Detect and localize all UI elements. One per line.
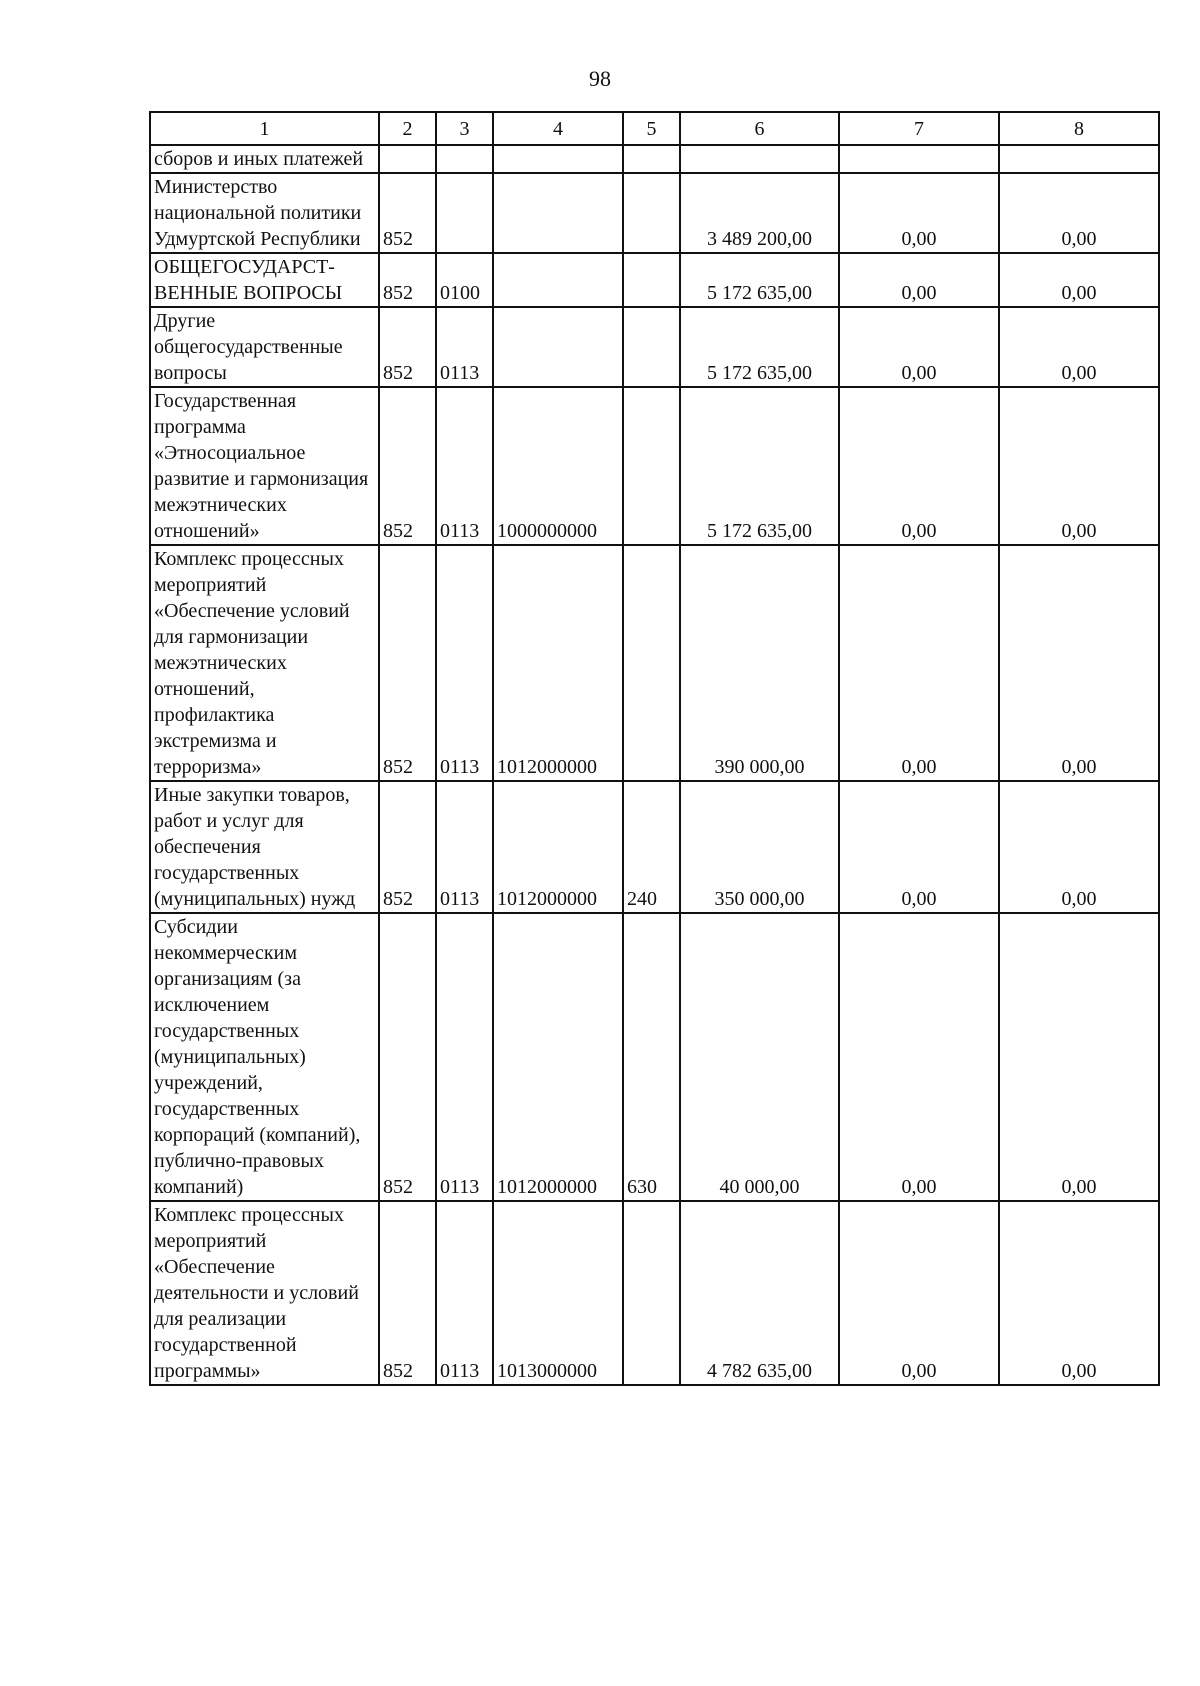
amount-cell: 0,00: [999, 545, 1159, 781]
row-name-cell: Государственная программа «Этносоциальное развитие и гармонизация межэтнических отношений»: [150, 387, 379, 545]
program-code-cell: 1013000000: [493, 1201, 623, 1385]
amount-cell: 5 172 635,00: [680, 253, 839, 307]
amount-cell: [680, 145, 839, 173]
amount-cell: 3 489 200,00: [680, 173, 839, 253]
ministry-code-cell: 852: [379, 387, 436, 545]
section-code-cell: 0113: [436, 387, 493, 545]
expense-type-cell: [623, 253, 680, 307]
table-row: [150, 913, 1159, 1201]
column-header: 3: [436, 112, 493, 145]
expense-type-cell: [623, 545, 680, 781]
section-code-cell: 0113: [436, 913, 493, 1201]
amount-cell: 0,00: [999, 781, 1159, 913]
amount-cell: 0,00: [999, 1201, 1159, 1385]
table-header-row: [150, 112, 1159, 145]
row-name-cell: Комплекс процессных мероприятий «Обеспечение условий для гармонизации межэтнических отношений, профилактика экстремизма и терроризма»: [150, 545, 379, 781]
amount-cell: 0,00: [999, 307, 1159, 387]
program-code-cell: 1012000000: [493, 913, 623, 1201]
section-code-cell: 0100: [436, 253, 493, 307]
amount-cell: 0,00: [999, 253, 1159, 307]
program-code-cell: [493, 173, 623, 253]
expense-type-cell: 630: [623, 913, 680, 1201]
amount-cell: 0,00: [999, 173, 1159, 253]
amount-cell: 0,00: [839, 545, 999, 781]
column-header: 5: [623, 112, 680, 145]
program-code-cell: 1012000000: [493, 545, 623, 781]
ministry-code-cell: 852: [379, 781, 436, 913]
amount-cell: 0,00: [839, 781, 999, 913]
ministry-code-cell: 852: [379, 253, 436, 307]
amount-cell: 0,00: [999, 913, 1159, 1201]
amount-cell: 40 000,00: [680, 913, 839, 1201]
table-row: [150, 307, 1159, 387]
column-header: 2: [379, 112, 436, 145]
page-number: 98: [589, 66, 611, 91]
row-name-cell: Комплекс процессных мероприятий «Обеспечение деятельности и условий для реализации государственной программы»: [150, 1201, 379, 1385]
column-header: 8: [999, 112, 1159, 145]
expense-type-cell: 240: [623, 781, 680, 913]
amount-cell: 0,00: [839, 173, 999, 253]
ministry-code-cell: [379, 145, 436, 173]
table-row: [150, 781, 1159, 913]
amount-cell: 5 172 635,00: [680, 307, 839, 387]
amount-cell: 0,00: [839, 913, 999, 1201]
row-name-cell: Субсидии некоммерческим организациям (за исключением государственных (муниципальных) учреждений, государственных корпораций (компаний), публично-правовых компаний): [150, 913, 379, 1201]
amount-cell: [999, 145, 1159, 173]
row-name-cell: ОБЩЕГОСУДАРСТ-ВЕННЫЕ ВОПРОСЫ: [150, 253, 379, 307]
table-row: [150, 1201, 1159, 1385]
program-code-cell: [493, 253, 623, 307]
amount-cell: 0,00: [839, 253, 999, 307]
amount-cell: 0,00: [999, 387, 1159, 545]
expense-type-cell: [623, 145, 680, 173]
column-header: 6: [680, 112, 839, 145]
section-code-cell: 0113: [436, 307, 493, 387]
ministry-code-cell: 852: [379, 173, 436, 253]
section-code-cell: [436, 173, 493, 253]
table-row: [150, 545, 1159, 781]
expense-type-cell: [623, 173, 680, 253]
section-code-cell: 0113: [436, 545, 493, 781]
amount-cell: 0,00: [839, 1201, 999, 1385]
row-name-cell: сборов и иных платежей: [150, 145, 379, 173]
table-row: [150, 145, 1159, 173]
table-row: [150, 173, 1159, 253]
ministry-code-cell: 852: [379, 1201, 436, 1385]
row-name-cell: Иные закупки товаров, работ и услуг для обеспечения государственных (муниципальных) нужд: [150, 781, 379, 913]
amount-cell: 4 782 635,00: [680, 1201, 839, 1385]
row-name-cell: Министерство национальной политики Удмуртской Республики: [150, 173, 379, 253]
row-name-cell: Другие общегосударственные вопросы: [150, 307, 379, 387]
amount-cell: 5 172 635,00: [680, 387, 839, 545]
ministry-code-cell: 852: [379, 545, 436, 781]
section-code-cell: 0113: [436, 781, 493, 913]
program-code-cell: [493, 307, 623, 387]
amount-cell: 0,00: [839, 307, 999, 387]
program-code-cell: 1000000000: [493, 387, 623, 545]
expense-type-cell: [623, 307, 680, 387]
expense-type-cell: [623, 1201, 680, 1385]
expense-type-cell: [623, 387, 680, 545]
section-code-cell: [436, 145, 493, 173]
column-header: 7: [839, 112, 999, 145]
amount-cell: [839, 145, 999, 173]
column-header: 1: [150, 112, 379, 145]
column-header: 4: [493, 112, 623, 145]
program-code-cell: [493, 145, 623, 173]
amount-cell: 0,00: [839, 387, 999, 545]
section-code-cell: 0113: [436, 1201, 493, 1385]
ministry-code-cell: 852: [379, 307, 436, 387]
amount-cell: 390 000,00: [680, 545, 839, 781]
table-row: [150, 253, 1159, 307]
program-code-cell: 1012000000: [493, 781, 623, 913]
budget-table: [149, 111, 1160, 1386]
amount-cell: 350 000,00: [680, 781, 839, 913]
table-row: [150, 387, 1159, 545]
ministry-code-cell: 852: [379, 913, 436, 1201]
